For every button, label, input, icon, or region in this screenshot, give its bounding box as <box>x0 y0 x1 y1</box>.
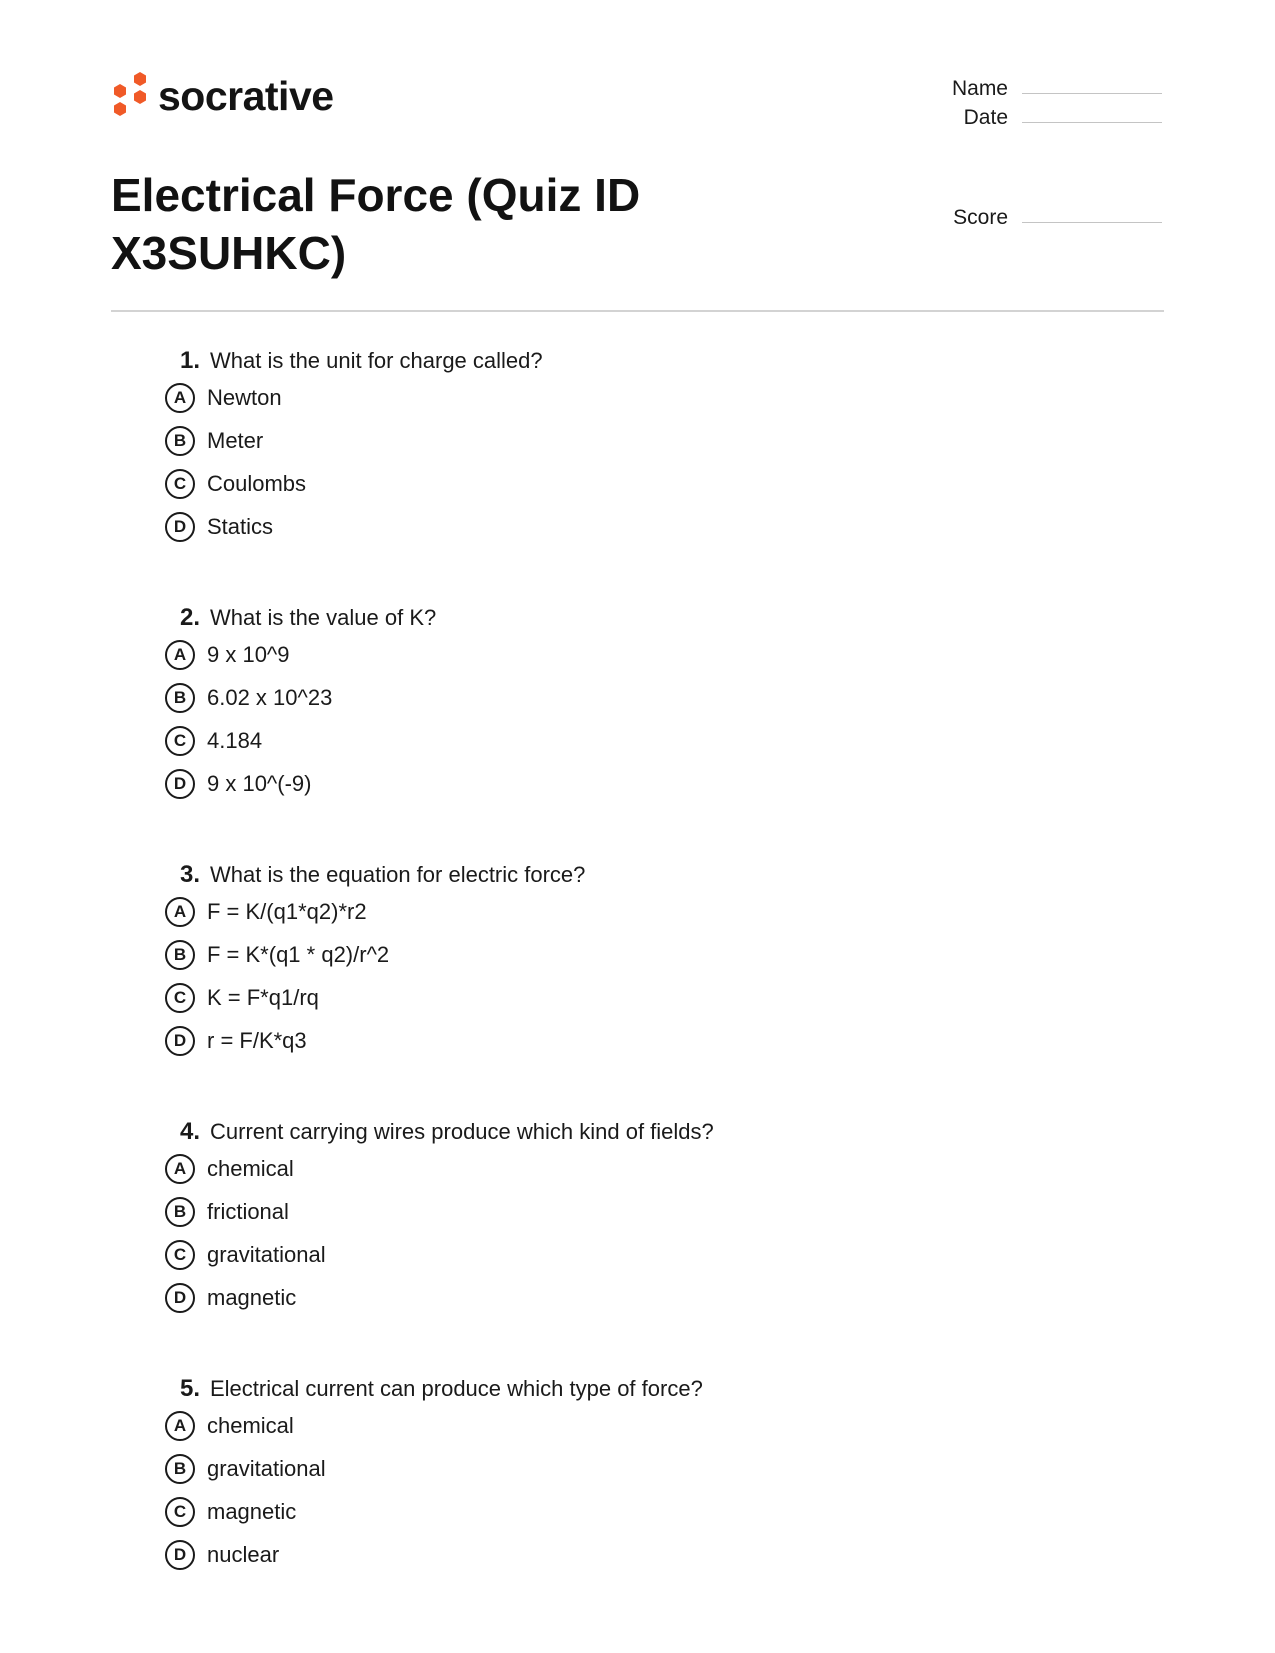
option-d[interactable] <box>165 762 1065 805</box>
question-text: Current carrying wires produce which kind of fields? <box>210 1119 714 1144</box>
option-letter-circle: B <box>165 1197 195 1227</box>
option-text: gravitational <box>207 1241 326 1267</box>
question-2 <box>165 603 1065 860</box>
option-letter-circle: D <box>165 1283 195 1313</box>
option-text: nuclear <box>207 1541 280 1567</box>
name-field <box>882 78 1162 99</box>
date-line <box>1022 121 1162 123</box>
question-header <box>165 603 1065 633</box>
option-b[interactable] <box>165 933 1065 976</box>
option-text: 9 x 10^9 <box>207 641 290 667</box>
option-text: Coulombs <box>207 470 307 496</box>
option-text: chemical <box>207 1155 294 1181</box>
question-number: 2. <box>179 604 200 631</box>
option-c[interactable] <box>165 1233 1065 1276</box>
option-b[interactable] <box>165 676 1065 719</box>
option-letter-circle: B <box>165 426 195 456</box>
option-a[interactable] <box>165 890 1065 933</box>
brand-name: socrative <box>158 72 334 119</box>
question-header <box>165 1117 1065 1147</box>
score-line <box>1022 221 1162 223</box>
page-title: Electrical Force (Quiz ID X3SUHKC) <box>111 169 641 279</box>
option-text: F = K*(q1 * q2)/r^2 <box>207 941 390 967</box>
date-field <box>882 107 1162 128</box>
option-b[interactable] <box>165 1190 1065 1233</box>
option-d[interactable] <box>165 1533 1065 1576</box>
option-a[interactable] <box>165 376 1065 419</box>
option-letter-circle: A <box>165 383 195 413</box>
option-c[interactable] <box>165 719 1065 762</box>
score-field <box>882 207 1162 228</box>
option-letter-circle: C <box>165 1497 195 1527</box>
question-number: 4. <box>179 1118 200 1145</box>
option-text: magnetic <box>207 1284 297 1310</box>
option-letter-circle: D <box>165 1540 195 1570</box>
option-b[interactable] <box>165 419 1065 462</box>
option-letter-circle: B <box>165 683 195 713</box>
option-letter-circle: A <box>165 897 195 927</box>
date-label: Date <box>963 106 1008 129</box>
option-text: r = F/K*q3 <box>207 1027 307 1053</box>
question-number: 5. <box>179 1375 200 1402</box>
question-1 <box>165 346 1065 603</box>
option-text: magnetic <box>207 1498 297 1524</box>
option-letter-circle: C <box>165 469 195 499</box>
header-divider <box>111 310 1164 312</box>
socrative-hexagon-logo-icon <box>110 72 150 124</box>
name-line <box>1022 92 1162 94</box>
option-d[interactable] <box>165 1019 1065 1062</box>
question-text: What is the equation for electric force? <box>210 862 586 887</box>
option-c[interactable] <box>165 1490 1065 1533</box>
option-text: 6.02 x 10^23 <box>207 684 333 710</box>
question-text: Electrical current can produce which type of force? <box>210 1376 703 1401</box>
option-d[interactable] <box>165 1276 1065 1319</box>
name-label: Name <box>951 77 1008 100</box>
option-letter-circle: C <box>165 1240 195 1270</box>
option-letter-circle: D <box>165 769 195 799</box>
score-label: Score <box>953 206 1008 229</box>
brand-logo <box>110 72 334 124</box>
question-4 <box>165 1117 1065 1374</box>
option-letter-circle: A <box>165 1154 195 1184</box>
option-text: gravitational <box>207 1455 326 1481</box>
question-text: What is the unit for charge called? <box>210 348 543 373</box>
question-5 <box>165 1374 1065 1631</box>
question-3 <box>165 860 1065 1117</box>
option-text: K = F*q1/rq <box>207 984 319 1010</box>
option-c[interactable] <box>165 976 1065 1019</box>
option-text: Newton <box>207 384 282 410</box>
option-text: Meter <box>207 427 264 453</box>
option-a[interactable] <box>165 633 1065 676</box>
option-letter-circle: A <box>165 1411 195 1441</box>
question-number: 3. <box>179 861 200 888</box>
question-text: What is the value of K? <box>210 605 437 630</box>
option-a[interactable] <box>165 1147 1065 1190</box>
option-text: F = K/(q1*q2)*r2 <box>207 898 367 924</box>
question-list <box>165 346 1065 1631</box>
question-number: 1. <box>179 347 200 374</box>
option-text: chemical <box>207 1412 294 1438</box>
question-header <box>165 1374 1065 1404</box>
option-text: frictional <box>207 1198 289 1224</box>
option-letter-circle: D <box>165 512 195 542</box>
option-letter-circle: A <box>165 640 195 670</box>
option-c[interactable] <box>165 462 1065 505</box>
option-text: 9 x 10^(-9) <box>207 770 312 796</box>
option-b[interactable] <box>165 1447 1065 1490</box>
option-letter-circle: B <box>165 1454 195 1484</box>
option-letter-circle: D <box>165 1026 195 1056</box>
question-header <box>165 346 1065 376</box>
option-a[interactable] <box>165 1404 1065 1447</box>
option-d[interactable] <box>165 505 1065 548</box>
option-text: Statics <box>207 513 274 539</box>
option-letter-circle: C <box>165 983 195 1013</box>
question-header <box>165 860 1065 890</box>
option-letter-circle: B <box>165 940 195 970</box>
option-text: 4.184 <box>207 727 263 753</box>
option-letter-circle: C <box>165 726 195 756</box>
